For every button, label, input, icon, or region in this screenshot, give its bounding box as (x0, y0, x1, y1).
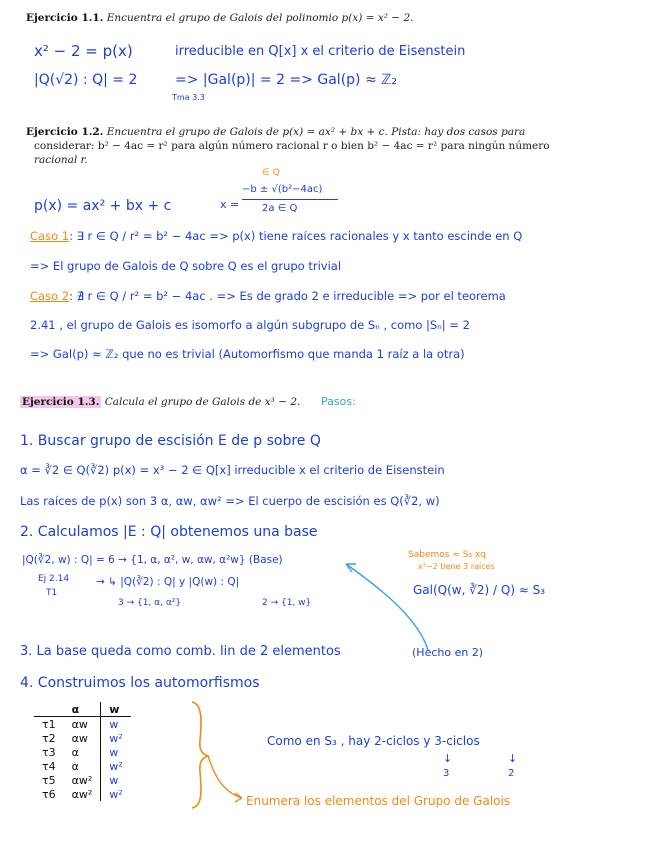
caso1-label: Caso 1 (30, 229, 70, 243)
table-cell: w (109, 773, 119, 787)
ex2-poly: p(x) = ax² + bx + c (34, 198, 172, 214)
step3-title: 3. La base queda como comb. lin de 2 elementos (20, 644, 341, 659)
step2-title: 2. Calculamos |E : Q| obtenemos una base (20, 524, 318, 540)
ex2-formula-mark: ∈ Q (262, 168, 280, 178)
table-cell: τ3 (42, 745, 56, 759)
fraction-bar (242, 199, 338, 200)
ex3-label: Ejercicio 1.3. (22, 396, 100, 408)
ex2-caso2-cont2: => Gal(p) ≈ ℤ₂ que no es trivial (Automorfismo que manda 1 raíz a la otra) (30, 347, 465, 361)
cycle-count-3: 3 (443, 768, 450, 779)
ex1-statement: Encuentra el grupo de Galois del polinomio p(x) = x² − 2. (106, 12, 414, 24)
ex3-heading (20, 396, 300, 408)
ex1-line1a: x² − 2 = p(x) (34, 42, 133, 60)
ex1-label: Ejercicio 1.1. (26, 12, 104, 24)
como-s3: Como en S₃ , hay 2-ciclos y 3-ciclos (267, 734, 480, 748)
table-cell: w (109, 717, 119, 731)
enumera-note: Enumera los elementos del Grupo de Galois (246, 794, 511, 808)
step2-line-c: 3 → {1, α, α²} (118, 598, 182, 608)
table-header-cell (34, 702, 64, 717)
ex2-formula-x: x = (220, 198, 240, 211)
ex2-caso1 (30, 229, 522, 243)
table-row (34, 731, 131, 745)
ex1-line2b: => |Gal(p)| = 2 => Gal(p) ≈ ℤ₂ (175, 72, 398, 88)
ex1-heading (26, 12, 413, 24)
ex2-statement-2: considerar: b² − 4ac = r² para algún número racional r o bien b² − 4ac = r² para ningún número (34, 140, 550, 152)
sabemos-1: Sabemos ≈ S₃ xq (408, 550, 486, 560)
step2-t1: T1 (46, 588, 58, 598)
table-row (34, 773, 131, 787)
table-cell: α (64, 745, 101, 759)
step3-hecho: (Hecho en 2) (412, 646, 484, 659)
table-cell: αw (64, 731, 101, 745)
ex1-line2a: |Q(√2) : Q| = 2 (34, 72, 138, 88)
ex2-caso2 (30, 289, 506, 303)
table-cell: αw² (64, 787, 101, 801)
sabemos-2: x³−2 tiene 3 raíces (418, 562, 495, 571)
step1-line-b: Las raíces de p(x) son 3 α, αw, αw² => El cuerpo de escisión es Q(∛2, w) (20, 494, 440, 508)
ex2-heading (26, 126, 525, 138)
table-cell: τ2 (42, 731, 56, 745)
table-cell: w² (109, 759, 123, 773)
ex1-line1b: irreducible en Q[x] x el criterio de Eisenstein (175, 44, 466, 59)
table-header-cell: α (64, 702, 101, 717)
curved-arrow-icon (330, 558, 450, 658)
ex2-caso1-cont: => El grupo de Galois de Q sobre Q es el grupo trivial (30, 259, 342, 273)
ex2-caso2-cont1: 2.41 , el grupo de Galois es isomorfo a algún subgrupo de Sₙ , como |Sₙ| = 2 (30, 318, 470, 332)
table-cell: αw² (64, 773, 101, 787)
cycle-count-2: 2 (508, 768, 515, 779)
ex2-formula-den: 2a ∈ Q (262, 203, 298, 214)
table-cell: w² (109, 787, 123, 801)
step1-line-a: α = ∛2 ∈ Q(∛2) p(x) = x³ − 2 ∈ Q[x] irreducible x el criterio de Eisenstein (20, 463, 445, 477)
galois-group: Gal(Q(w, ∛2) / Q) ≈ S₃ (413, 583, 546, 597)
caso1-text: : ∃ r ∈ Q / r² = b² − 4ac => p(x) tiene raíces racionales y x tanto escinde en Q (69, 229, 523, 243)
table-header-row (34, 702, 131, 717)
step4-title: 4. Construimos los automorfismos (20, 675, 260, 691)
down-arrow-2: ↓ (508, 752, 518, 765)
ex2-formula-num: −b ± √(b²−4ac) (242, 184, 323, 195)
ex2-label: Ejercicio 1.2. (26, 126, 104, 138)
table-cell: τ6 (42, 787, 56, 801)
ex3-statement: Calcula el grupo de Galois de x³ − 2. (104, 396, 301, 408)
ex3-pasos: Pasos: (321, 395, 356, 408)
ex2-statement-1: Encuentra el grupo de Galois de p(x) = ax² + bx + c. Pista: hay dos casos para (106, 126, 526, 138)
table-row (34, 745, 131, 759)
table-cell: τ4 (42, 759, 56, 773)
caso2-text: : ∄ r ∈ Q / r² = b² − 4ac . => Es de grado 2 e irreducible => por el teorema (69, 289, 506, 303)
table-header-cell: w (101, 702, 131, 717)
caso2-label: Caso 2 (30, 289, 70, 303)
step2-line-d: 2 → {1, w} (262, 598, 312, 608)
step1-title: 1. Buscar grupo de escisión E de p sobre Q (20, 433, 321, 449)
ex2-statement-3: racional r. (34, 154, 88, 166)
step2-line-b: → ↳ |Q(∛2) : Q| y |Q(w) : Q| (96, 576, 240, 588)
table-cell: τ5 (42, 773, 56, 787)
table-cell: αw (64, 717, 101, 732)
ex1-tma: Tma 3.3 (172, 93, 205, 102)
table-cell: τ1 (42, 717, 56, 731)
automorphism-table (34, 702, 131, 801)
table-row (34, 787, 131, 801)
table-cell: α (64, 759, 101, 773)
table-cell: w (109, 745, 119, 759)
table-row (34, 717, 131, 732)
table-cell: w² (109, 731, 123, 745)
brace-icon (188, 700, 248, 810)
down-arrow-1: ↓ (443, 752, 453, 765)
step2-line-a: |Q(∛2, w) : Q| = 6 → {1, α, α², w, αw, α²w} (Base) (22, 554, 283, 566)
table-row (34, 759, 131, 773)
step2-ej: Ej 2.14 (38, 574, 70, 584)
